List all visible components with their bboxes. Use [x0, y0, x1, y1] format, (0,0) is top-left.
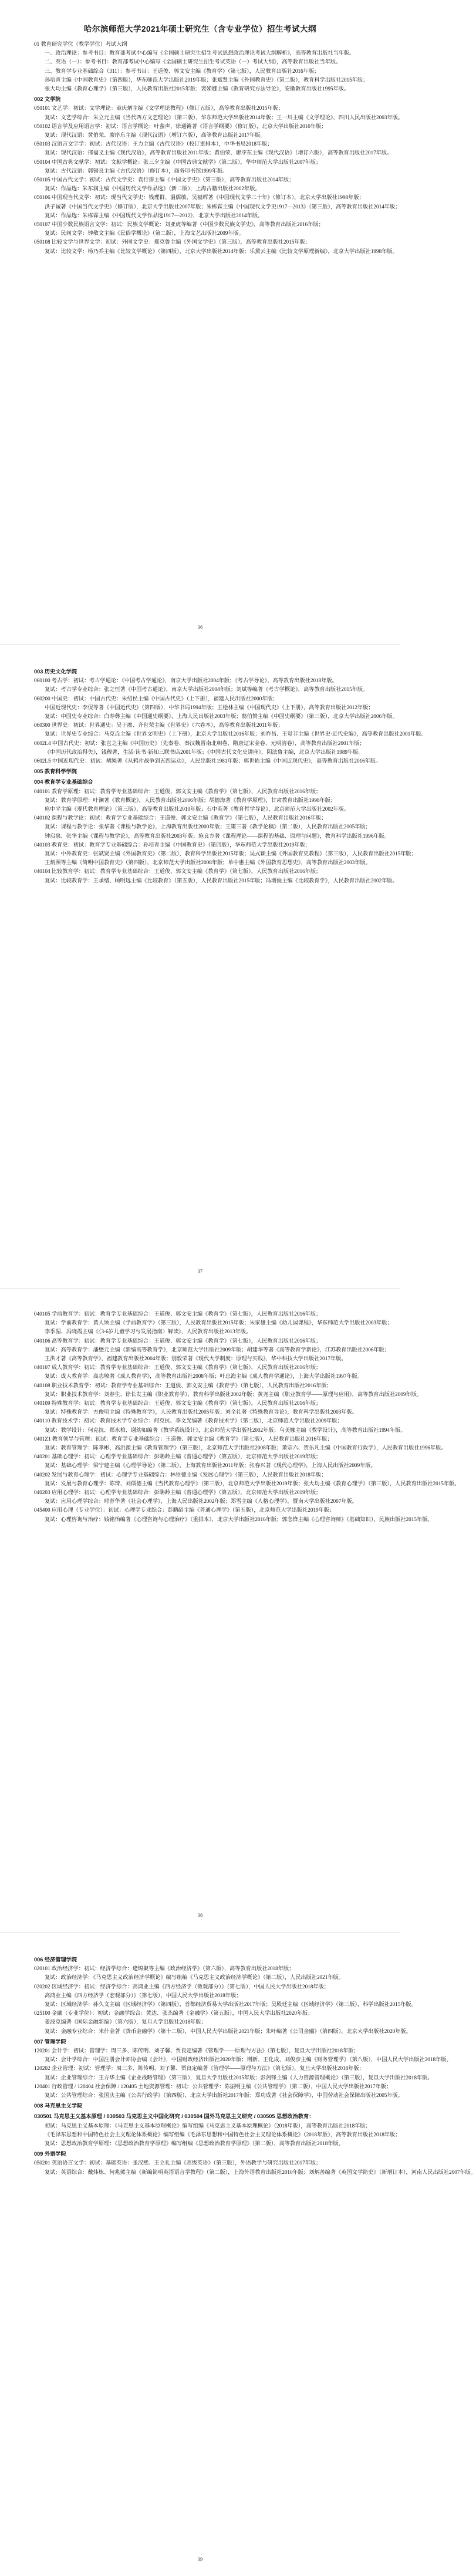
- text-line: 040106 高等教育学：初试：教育学专业基础综合：王道俊、郭文安主编《教育学》（第七版），人民教育出版社2016年版；: [34, 1337, 322, 1344]
- text-line: 020202 区域经济学：初试：经济学综合：高鸿业主编《西方经济学（微观部分）》（第七版），中国人民大学出版社2018年版；: [34, 1983, 329, 1990]
- text-line: 040109 特殊教育学：初试：教育学专业基础综合：王道俊、郭文安主编《教育学》（第七版），人民教育出版社2016年版；: [34, 1400, 322, 1407]
- text-line: 050105 中国古代文学：初试：古代文学史：袁行霈主编《中国文学史》（第三版），高等教育出版社2014年版；: [34, 177, 295, 183]
- text-line: 扈中平主编《现代教育理论》（第三版），高等教育出版社2010年版；石中英著《教育哲学导论》，北京师范大学出版社2002年版。: [45, 806, 350, 812]
- text-line: 复试：比较教育学：王承绪、顾明远主编《比较教育》（第五版），人民教育出版社2015年版；冯增俊主编《比较教育学》，人民教育出版社2002年版。: [45, 877, 398, 884]
- text-line: 王洪才著《高等教育学》，福建教育出版社2004年版；别敦荣著《现代大学制度：原理与实践》，华中科技大学出版社2017年版。: [45, 1356, 347, 1362]
- text-line: 040108 职业技术教育学：初试：教育学专业基础综合：王道俊、郭文安主编《教育学》（第七版），人民教育出版社2016年版；: [34, 1382, 332, 1388]
- text-line: 0401Z1 教育领导与管理：初试：教育学专业基础综合：王道俊、郭文安主编《教育学》（第七版），人民教育出版社2016年版；: [34, 1435, 333, 1442]
- text-line: 一、政治理论：参考书目：教育部考试中心编写《全国硕士研究生招生考试思想政治理论考试大纲解析》，高等教育出版社当年版。: [45, 50, 355, 56]
- text-line: 李季湄、冯晓霞主编《〈3-6岁儿童学习与发展指南〉解读》，人民教育出版社2013年版。: [45, 1329, 252, 1335]
- text-line: 复试：政治经济学：《马克思主义政治经济学概论》编写组编《马克思主义政治经济学概论》（第二版），人民出版社2021年版。: [45, 1974, 344, 1981]
- page-number: 37: [197, 1268, 203, 1274]
- text-line: 060200 中国史：初试：中国古代史：朱绍侯主编《中国古代史》（上下册），福建人民出版社2000年版；: [34, 695, 278, 702]
- text-line: 040110 教育技术学：初试：教育技术学专业综合：何克抗、李文光编著《教育技术学》（第二版），北京师范大学出版社2009年版；: [34, 1418, 343, 1424]
- document-title: 哈尔滨师范大学2021年硕士研究生（含专业学位）招生考试大纲: [83, 25, 317, 33]
- text-line: 复试：作品选：朱东润主编《中国历代文学作品选》（新二版），上海古籍出版社2002年版。: [45, 186, 261, 192]
- text-line: 复试：基础心理学：梁宁建主编《心理学导论》（第二版），上海教育出版社2011年版；张春兴著《现代心理学》，上海人民出版社2009年版。: [45, 1462, 376, 1469]
- text-line: 复试：中国史专业综合：白寿彝主编《中国通史纲要》，上海人民出版社2003年版；翦伯赞主编《中国史纲要》（第三版），北京大学出版社2006年版。: [45, 713, 398, 720]
- text-line: 三、教育学专业基础综合（311）：参考书目：王道俊、郭文安主编《教育学》（第七版），人民教育出版社2016年版；: [45, 68, 320, 74]
- text-line: 050102 语言学及应用语言学：初试：语言学概论：叶蜚声、徐通锵著《语言学纲要》（修订版），北京大学出版社2010年版；: [34, 123, 327, 129]
- section-heading: 008 马克思主义学院: [34, 2103, 83, 2109]
- section-heading: 007 管理学院: [34, 2038, 66, 2045]
- text-line: 0602L5 中国近现代史：初试：胡绳著《从鸦片战争到五四运动》，人民出版社1981年版；郭世佑主编《中国近现代史》，高等教育出版社2016年版。: [34, 758, 382, 764]
- text-line: 050104 中国古典文献学：初试：文献学概论：张三夕主编《中国古典文献学》（第二版），华中师范大学出版社2007年版；: [34, 159, 322, 165]
- text-line: 复试：高等教育学：潘懋元主编《新编高等教育学》，北京师范大学出版社2009年版；胡建华等著《高等教育学新论》，江苏教育出版社2006年版；: [45, 1346, 390, 1353]
- page-number: 36: [197, 624, 203, 630]
- text-line: 张大均主编《教育心理学》（第三版），人民教育出版社2015年版；裴娣娜主编《教育研究方法导论》，安徽教育出版社1995年版。: [45, 86, 350, 92]
- text-line: 复试：心理咨询与治疗：钱铭怡编著《心理咨询与心理治疗》（重排本），北京大学出版社2016年版；郭念锋主编《心理咨询师》（基础知识），民族出版社2015年版。: [45, 1516, 433, 1522]
- text-line: 040101 教育学原理：初试：教育学专业基础综合：王道俊、郭文安主编《教育学》（第七版），人民教育出版社2016年版；: [34, 788, 322, 794]
- text-line: 120202 企业管理：初试：管理学：周三多、陈传明、刘子馨、贾良定编著《管理学——原理与方法》（第七版），复旦大学出版社2018年版；: [34, 2065, 364, 2072]
- section-heading: 030501 马克思主义基本原理 / 030503 马克思主义中国化研究 / 030504 国外马克思主义研究 / 030505 思想政治教育：: [34, 2113, 315, 2120]
- text-line: 孙培青主编《中国教育史》（第四版），华东师范大学出版社2019年版；张斌贤主编《外国教育史》（第二版），教育科学出版社2015年版；: [45, 76, 369, 83]
- text-line: 复试：教育学原理：叶澜著《教育概论》，人民教育出版社2006年版；胡德海著《教育学原理》，甘肃教育出版社1998年版；: [45, 797, 336, 803]
- text-line: 040203 应用心理学：初试：心理学专业基础综合：彭聃龄主编《普通心理学》（第五版），北京师范大学出版社2019年版；: [34, 1489, 322, 1496]
- text-line: 120401 行政管理 / 120404 社会保障 / 120405 土地资源管理：初试：公共管理学：陈振明主编《公共管理学》（第二版），中国人民大学出版社2017年版；: [34, 2083, 392, 2089]
- text-line: 复试：文艺学综合：朱立元主编《当代西方文艺理论》（第三版），华东师范大学出版社2014年版；王一川主编《文学理论》，四川人民出版社2003年版。: [45, 114, 403, 120]
- text-line: 040105 学前教育学：初试：教育学专业基础综合：王道俊、郭文安主编《教育学》（第七版），人民教育出版社2016年版；: [34, 1311, 322, 1317]
- text-line: 120201 会计学：初试：管理学：周三多、陈传明、刘子馨、贾良定编著《管理学——原理与方法》（第七版），复旦大学出版社2018年版；: [34, 2048, 359, 2054]
- document-page: [0, 0, 403, 644]
- text-line: 复试：公共管理综合：张国庆主编《公共行政学》（第四版），北京大学出版社2017年版；郑功成著《社会保障学》，中国劳动社会保障出版社2005年版。: [45, 2092, 403, 2099]
- text-line: 复试：成人教育学：高志敏著《成人教育学》，高等教育出版社2008年版；叶忠海主编《成人教育学通论》，上海大学出版社1997年版。: [45, 1373, 363, 1380]
- text-line: 高鸿业主编《西方经济学（宏观部分）》（第七版），中国人民大学出版社2018年版；: [45, 1992, 242, 1998]
- text-line: 040107 成人教育学：初试：教育学专业基础综合：王道俊、郭文安主编《教育学》（第七版），人民教育出版社2016年版；: [34, 1364, 322, 1371]
- document-page: [0, 1932, 476, 2576]
- text-line: 复试：思想政治教育学原理：《思想政治教育学原理》编写组编《思想政治教育学原理》（第二版），高等教育出版社2018年版。: [45, 2140, 344, 2147]
- text-line: 060300 世界史：初试：世界通史：吴于廑、齐世荣主编《世界史》（六卷本），高等教育出版社2011年版；: [34, 722, 283, 729]
- section-heading: 004 教育学专业基础综合: [34, 779, 93, 785]
- text-line: 050107 中国少数民族语言文学：初试：民族文学概论：刘亚虎等编著《中国少数民族文学史》，高等教育出版社2016年版；: [34, 221, 324, 228]
- text-line: 复试：教学设计：何克抗、郑永柏、谢幼如编著《教学系统设计》，北京师范大学出版社2002年版；乌美娜主编《教学设计》，高等教育出版社1994年版。: [45, 1427, 406, 1433]
- text-line: 040202 发展与教育心理学：初试：心理学专业基础综合：林崇德主编《发展心理学》（第三版），人民教育出版社2018年版；: [34, 1471, 327, 1478]
- text-line: 复试：比较文学：杨乃乔主编《比较文学概论》（第四版），北京大学出版社2014年版；乐黛云主编《比较文学原理新编》，北京大学出版社1998年版。: [45, 248, 398, 254]
- document-page: [0, 644, 427, 1288]
- text-line: 045400 应用心理（专业学位）：初试：心理学专业综合：彭聃龄主编《普通心理学》（第五版），北京师范大学出版社2019年版；: [34, 1507, 335, 1513]
- section-heading: 009 外语学院: [34, 2151, 66, 2157]
- text-line: 《中国历代政治得失》，钱穆著，生活·读书·新知三联书店2001年版；《中国古代文化史讲座》，阴法鲁主编，北京大学出版社1989年版。: [45, 748, 364, 755]
- text-line: 复试：民间文学：钟敬文主编《民俗学概论》（第二版），上海文艺出版社2009年版。: [45, 230, 244, 237]
- text-line: 050201 英语语言文学：初试：基础英语：张汉熙、王立礼主编《高级英语》（第三版），外语教学与研究出版社2017年版；: [34, 2160, 322, 2166]
- section-heading: 002 文学院: [34, 96, 61, 103]
- text-line: 中国近现代史：李侃等著《中国近代史》（第四版），中华书局1994年版；王桧林主编《中国现代史》（上下册），高等教育出版社2012年版；: [45, 704, 374, 710]
- text-line: 025100 金融（专业学位）：初试：金融学综合：黄达、张杰编著《金融学》（第五版），中国人民大学出版社2020年版；: [34, 2010, 313, 2017]
- text-line: 0602L4 中国古代史：初试：张岂之主编《中国历史》（先秦卷、秦汉魏晋南北朝卷、隋唐辽宋金卷、元明清卷），高等教育出版社2001年版；: [34, 740, 365, 746]
- text-line: 复试：会计学综合：中国注册会计师协会编《会计》，中国财政经济出版社2020年版；荆新、王化成、刘俊彦主编《财务管理学》（第八版），中国人民大学出版社2018年版。: [45, 2056, 452, 2063]
- text-line: 050101 文艺学：初试：文学理论：童庆炳主编《文学理论教程》（修订五版），高等教育出版社2015年版；: [34, 105, 283, 112]
- text-line: 复试：课程与教学论：张华著《课程与教学论》，上海教育出版社2000年版；王策三著《教学论稿》（第二版），人民教育出版社2005年版；: [45, 824, 371, 830]
- text-line: 复试：区域经济学：孙久文主编《区域经济学》（第四版），首都经济贸易大学出版社2017年版；吴殿廷主编《区域经济学》（第三版），科学出版社2015年版。: [45, 2001, 417, 2008]
- text-line: 复试：考古学专业综合：张之恒著《中国考古通论》，南京大学出版社2004年版；刘斌等编著《考古学概论》，高等教育出版社2015年版。: [45, 686, 369, 693]
- section-heading: 003 历史文化学院: [34, 669, 77, 675]
- text-line: 复试：应用心理学综合：时蓉华著《社会心理学》，上海人民出版社2002年版；郑雪主编《人格心理学》，暨南大学出版社2007年版。: [45, 1498, 357, 1505]
- section-heading: 006 经济管理学院: [34, 1957, 77, 1963]
- text-line: 复试：中外教育史：张斌贤主编《外国教育史》（第二版），教育科学出版社2015年版；吴式颖主编《外国教育史教程》（第三版），人民教育出版社2015年版；: [45, 851, 417, 857]
- section-heading: 005 教育科学学院: [34, 768, 77, 775]
- page-number: 38: [197, 1912, 203, 1918]
- text-line: 040103 教育史：初试：教育学专业基础综合：孙培青主编《中国教育史》（第四版），华东师范大学出版社2019年版；: [34, 841, 310, 848]
- text-line: 复试：学前教育学：黄人颂主编《学前教育学》（第三版），人民教育出版社2015年版；朱家雄主编《幼儿园课程》，华东师范大学出版社2003年版；: [45, 1320, 393, 1326]
- text-line: 二、英语（一）：参考书目：教育部考试中心编写《全国硕士研究生招生考试英语（一）考试大纲》，高等教育出版社当年版。: [45, 59, 342, 65]
- text-line: 复试：金融专业综合：米什金著《货币金融学》（第十二版），中国人民大学出版社2021年版；朱叶编著《公司金融》（第四版），北京大学出版社2020年版。: [45, 2028, 411, 2034]
- document-page: [0, 1288, 460, 1932]
- text-line: 复试：发展与教育心理学：陈琦、刘儒德主编《当代教育心理学》（第三版），北京师范大学出版社2019年版；张大均主编《教育心理学》（第三版），人民教育出版社2015年版。: [45, 1480, 460, 1486]
- text-line: 复试：古代汉语：郭锡良主编《古代汉语》（修订本），商务印书馆1999年版。: [45, 167, 228, 174]
- text-line: 洪子诚著《中国当代文学史》（修订版），北京大学出版社2007年版；朱栋霖主编《中国现代文学史1917—2013》（第三版），高等教育出版社2014年版；: [45, 203, 401, 210]
- text-line: 050108 比较文学与世界文学：初试：外国文学史：郑克鲁主编《外国文学史》（第三版），高等教育出版社2015年版；: [34, 239, 310, 245]
- text-line: 050103 汉语言文字学：初试：古代汉语：王力主编《古代汉语》（校订重排本），中华书局2018年版；: [34, 141, 273, 147]
- text-line: 040201 基础心理学：初试：心理学专业基础综合：彭聃龄主编《普通心理学》（第五版），北京师范大学出版社2019年版；: [34, 1454, 322, 1460]
- text-line: 钟启泉、张华主编《课程与教学论》，高等教育出版社2003年版；施良方著《课程理论——课程的基础、原理与问题》，教育科学出版社1996年版。: [45, 832, 390, 839]
- text-line: 01 教育研究学位（教学学位）考试大纲: [34, 41, 127, 47]
- text-line: 复试：现代汉语：邢福义主编《现代汉语》，高等教育出版社2011年版；黄伯荣、廖序东主编《现代汉语》（增订六版），高等教育出版社2017年版。: [45, 150, 393, 156]
- text-line: 020101 政治经济学：初试：经济学综合：逄锦聚等主编《政治经济学》（第六版），高等教育出版社2018年版；: [34, 1965, 295, 1972]
- text-line: 040102 课程与教学论：初试：教育学专业基础综合：王道俊、郭文安主编《教育学》（第七版），人民教育出版社2016年版；: [34, 815, 327, 821]
- text-line: 复试：世界史专业综合：马克垚主编《世界文明史》（上下册），北京大学出版社2016年版；刘祚昌、王觉非主编《世界史·近代史编》，高等教育出版社2001年版。: [45, 731, 427, 737]
- page-number: 39: [197, 2556, 203, 2562]
- text-line: 040104 比较教育学：初试：教育学专业基础综合：王道俊、郭文安主编《教育学》（第七版），人民教育出版社2016年版；: [34, 868, 322, 875]
- text-line: 复试：教育管理学：陈孝彬、高洪源主编《教育管理学》（第三版），北京师范大学出版社2008年版；萧宗六、贺乐凡主编《中国教育行政学》，人民教育出版社1996年版。: [45, 1445, 447, 1451]
- text-line: 060100 考古学：初试：考古学通论：《中国考古学通论》，南京大学出版社2004年版；《考古学导论》，高等教育出版社2018年版。: [34, 677, 337, 684]
- text-line: 复试：企业管理综合：王方华主编《企业战略管理》（第三版），复旦大学出版社2015年版；彭剑锋主编《人力资源管理概论》（第三版），复旦大学出版社2018年版。: [45, 2074, 433, 2081]
- text-line: 复试：职业技术教育学：刘春生、徐长发主编《职业教育学》，教育科学出版社2002年版；黄尧主编《职业教育学——原理与应用》，高等教育出版社2009年版。: [45, 1391, 423, 1397]
- text-line: 初试：马克思主义基本原理：《马克思主义基本原理概论》编写组编《马克思主义基本原理概论》（2018年版），高等教育出版社2018年版；: [45, 2122, 371, 2129]
- text-line: 《毛泽东思想和中国特色社会主义理论体系概论》编写组编《毛泽东思想和中国特色社会主义理论体系概论》（2018年版），高等教育出版社2018年版；: [45, 2131, 401, 2137]
- text-line: 复试：作品选：朱栋霖主编《中国现代文学作品选1917—2012》，北京大学出版社2014年版。: [45, 212, 264, 218]
- text-line: 王炳照等主编《简明中国教育史》（第四版），北京师范大学出版社2008年版；单中惠主编《外国教育思想史》，高等教育出版社2003年版。: [45, 859, 371, 866]
- text-line: 复试：现代汉语：黄伯荣、廖序东主编《现代汉语》（增订六版），高等教育出版社2017年版。: [45, 132, 266, 139]
- text-line: 复试：英语综合：戴炜栋、何兆熊主编《新编简明英语语言学教程》（第二版），上海外语教育出版社2010年版；刘炳善编著《英国文学简史》（新增订本），河南人民出版社2007年版。: [45, 2169, 476, 2175]
- text-line: 050106 中国现当代文学：初试：现当代文学史：钱理群、温儒敏、吴福辉著《中国现代文学三十年》（修订本），北京大学出版社1998年版；: [34, 194, 364, 201]
- text-line: 姜波克编著《国际金融新编》（第六版），复旦大学出版社2018年版；: [45, 2019, 207, 2025]
- text-line: 复试：特殊教育学：方俊明主编《特殊教育学》，人民教育出版社2005年版；刘全礼著《特殊教育导论》，教育科学出版社2003年版。: [45, 1409, 357, 1415]
